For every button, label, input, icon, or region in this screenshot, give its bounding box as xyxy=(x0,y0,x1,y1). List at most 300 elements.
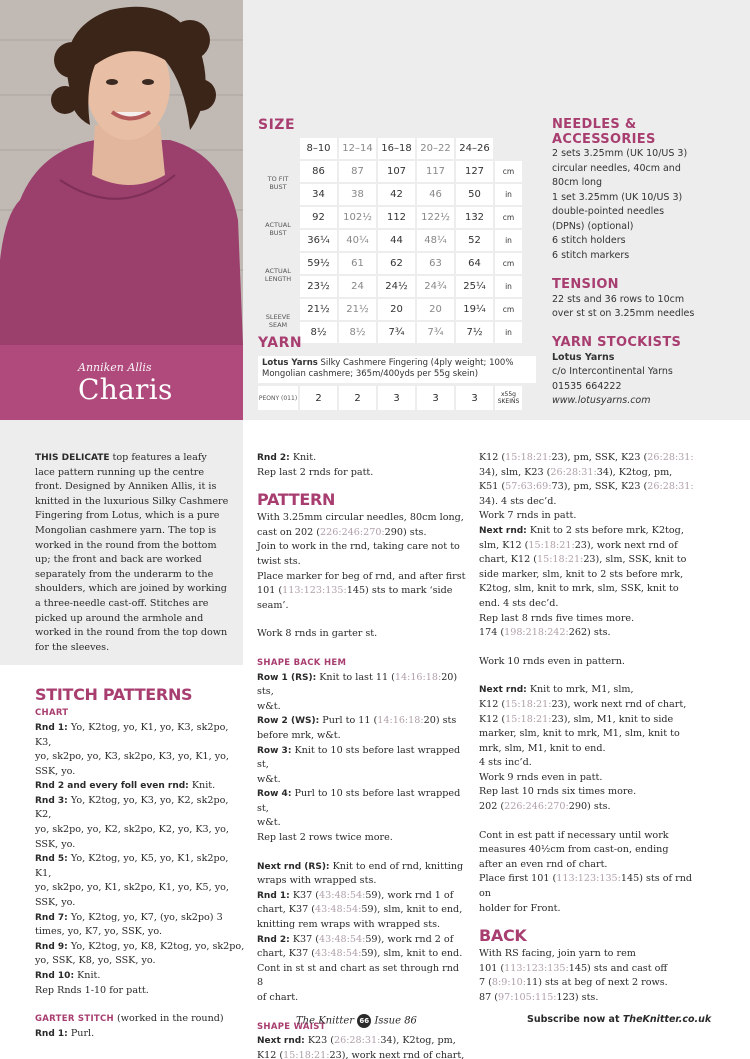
cell: 24¾ xyxy=(417,276,454,297)
stockists-heading: YARN STOCKISTS xyxy=(552,335,682,350)
text-line: 43:48:54: xyxy=(314,904,362,916)
back-text xyxy=(479,947,704,1005)
text-line: separately from the underarm to the xyxy=(35,568,214,580)
rnd-9 xyxy=(35,940,245,969)
text-line: top features a leafy xyxy=(109,452,207,463)
hem-row-4 xyxy=(257,787,467,831)
text-line: 113:123:135: xyxy=(282,585,347,597)
text-line: Work 9 rnds even in patt. xyxy=(479,771,603,783)
text-line: Knit to end of rnd, knitting xyxy=(329,860,464,872)
text-line: 34), K2tog, pm, xyxy=(380,1035,456,1047)
stockist-name: Lotus Yarns xyxy=(552,351,615,363)
text-line: Join to work in the rnd, taking care not to xyxy=(257,541,460,553)
text-line: (worked in the round) xyxy=(113,1013,224,1025)
text-line: 290) sts. xyxy=(384,526,427,538)
next-rnd-rs xyxy=(257,860,467,889)
text-line: 73), pm, SSK, K23 ( xyxy=(551,481,648,493)
text-line: 34), K2tog, pm, xyxy=(596,466,673,478)
text-line: yo, sk2po, yo, K3, sk2po, K3, yo, K1, yo, xyxy=(35,751,229,763)
text-line: after an even rnd of chart. xyxy=(479,858,608,870)
text-line: 20) sts xyxy=(423,715,457,727)
text-line: Purl to 10 sts before last wrapped st, xyxy=(257,788,461,814)
text-line: Knit. xyxy=(188,780,216,792)
cell: 20 xyxy=(417,299,454,320)
cell: 87 xyxy=(339,161,376,182)
label: Rnd 5: xyxy=(35,854,68,865)
label: Rnd 2: xyxy=(257,934,290,945)
size-row xyxy=(258,207,522,228)
text-line: Knit. xyxy=(74,970,101,981)
text-line: Fingering from Lotus, which is a pure xyxy=(35,510,220,522)
tension-heading: TENSION xyxy=(552,277,619,292)
hem-row-2 xyxy=(257,714,467,743)
needles-heading: NEEDLES & ACCESSORIES xyxy=(552,117,656,147)
label: Rnd 1: xyxy=(35,1028,68,1039)
text-line: w&t. xyxy=(257,700,281,712)
label: Row 3: xyxy=(257,745,292,756)
text-line: cast on 202 ( xyxy=(257,526,321,538)
text-line: Place first 101 ( xyxy=(479,873,557,885)
text-line: (DPNs) (optional) xyxy=(552,220,634,232)
text-line: 1 set 3.25mm (UK 10/US 3) xyxy=(552,191,683,203)
text-line: 23), work next rnd of chart, xyxy=(551,698,687,710)
cell: 112 xyxy=(378,207,415,228)
cell: 44 xyxy=(378,230,415,251)
label: Rnd 3: xyxy=(35,795,68,806)
text-line: 4 sts inc’d. xyxy=(479,757,532,769)
text-line: 262) sts. xyxy=(568,627,611,639)
cell: 132 xyxy=(456,207,493,228)
unit: in xyxy=(495,230,522,251)
text-line: Yo, K2tog, yo, K3, yo, K2, sk2po, K2, xyxy=(35,794,229,821)
text-line: K23 ( xyxy=(304,1035,334,1047)
subscribe-link[interactable]: TheKnitter.co.uk xyxy=(622,1014,712,1025)
text-line: 202 ( xyxy=(479,801,505,813)
rnd-1 xyxy=(35,721,245,779)
footer-subscribe xyxy=(527,1014,711,1025)
size-label: 16–18 xyxy=(378,138,415,159)
text-line: 26:28:31: xyxy=(647,481,694,493)
text-line: 34). 4 sts dec’d. xyxy=(479,495,557,507)
cell: 48¼ xyxy=(417,230,454,251)
text-line: 145) sts of rnd on xyxy=(479,873,693,900)
text-line: Yo, K2tog, yo, K1, yo, K3, sk2po, K3, xyxy=(35,721,229,748)
cell: 122½ xyxy=(417,207,454,228)
text-line: K2tog, slm, knit to mrk, slm, SSK, knit to xyxy=(479,583,679,595)
text-line: Yo, K2tog, yo, K8, K2tog, yo, sk2po, xyxy=(67,940,245,952)
text-line: for the sleeves. xyxy=(35,641,110,653)
text-line: 59), slm, knit to end, xyxy=(361,904,463,916)
text-line: K37 ( xyxy=(289,889,319,901)
text-line: worked in the round from the top down xyxy=(35,627,228,639)
cell: 3 xyxy=(378,386,415,410)
text-line: With 3.25mm circular needles, 80cm long, xyxy=(257,512,464,524)
text-line: 97:105:115: xyxy=(498,992,557,1003)
text-line: With RS facing, join yarn to rem xyxy=(479,948,636,960)
text-line: 290) sts. xyxy=(568,801,611,813)
text-line: 87 ( xyxy=(479,992,499,1003)
cell: 7¾ xyxy=(417,322,454,343)
label: Next rnd: xyxy=(479,525,527,536)
text-line: SSK, yo. xyxy=(35,765,76,777)
text-line: 8:9:10: xyxy=(491,977,527,989)
cell: 25¼ xyxy=(456,276,493,297)
text-line: 14:16:18: xyxy=(394,671,442,683)
text-line: Purl. xyxy=(67,1027,95,1039)
label: Row 1 (RS): xyxy=(257,672,317,683)
cell: 107 xyxy=(378,161,415,182)
text-line: Work 8 rnds in garter st. xyxy=(257,628,378,640)
garter-heading: GARTER STITCH xyxy=(35,1014,114,1025)
text-line: 174 ( xyxy=(479,627,505,639)
text-line: Knit to 2 sts before mrk, K2tog, xyxy=(526,524,684,536)
text-line: end. 4 sts dec’d. xyxy=(479,597,559,609)
text-line: 226:246:270: xyxy=(504,801,569,813)
rnd-5 xyxy=(35,852,245,910)
label: Rnd 9: xyxy=(35,941,68,952)
text-line: knitted in the luxurious Silky Cashmere xyxy=(35,495,229,507)
text-line: 15:18:21: xyxy=(536,554,584,566)
cell: 24 xyxy=(339,276,376,297)
yarn-heading: YARN xyxy=(258,335,303,351)
text-line: 15:18:21: xyxy=(505,698,552,710)
text-line: lace pattern running up the centre xyxy=(35,466,204,478)
text-line: K51 ( xyxy=(479,481,506,493)
text-line: 113:123:135: xyxy=(556,873,621,885)
text-line: Work 7 rnds in patt. xyxy=(479,510,577,522)
cell: 23½ xyxy=(300,276,337,297)
cell: 3 xyxy=(417,386,454,410)
text-line: w&t. xyxy=(257,773,281,785)
dec-next-rnd xyxy=(479,524,704,641)
text-line: 14:16:18: xyxy=(377,715,424,727)
cell: 52 xyxy=(456,230,493,251)
column-3 xyxy=(479,451,704,1006)
row-label: ACTUAL LENGTH xyxy=(264,267,292,283)
cell: 59½ xyxy=(300,253,337,274)
text-line: knitting rem wraps with wrapped sts. xyxy=(257,919,441,931)
garter-line xyxy=(35,1012,245,1027)
cell: 3 xyxy=(456,386,493,410)
cell: 2 xyxy=(300,386,337,410)
text-line: 15:18:21: xyxy=(283,1049,330,1059)
text-line: 145) sts and cast off xyxy=(568,962,668,974)
unit: cm xyxy=(495,161,522,182)
text-line: Knit to mrk, M1, slm, xyxy=(526,684,634,696)
text-line: Rep last 8 rnds five times more. xyxy=(479,612,635,624)
waist-next-rnd xyxy=(257,1034,467,1059)
text-line: SSK, yo. xyxy=(35,838,76,850)
text-line: 7 ( xyxy=(479,977,492,989)
text-line: slm, K12 ( xyxy=(479,539,529,551)
designer-name: Anniken Allis xyxy=(78,361,152,374)
stitch-patterns-heading: STITCH PATTERNS xyxy=(35,685,193,705)
shape-back-hem-heading: SHAPE BACK HEM xyxy=(257,657,347,668)
garter-rnd-1 xyxy=(35,1027,245,1042)
cell: 86 xyxy=(300,161,337,182)
label: Next rnd (RS): xyxy=(257,861,330,872)
cell: 42 xyxy=(378,184,415,205)
size-label: 24–26 xyxy=(456,138,493,159)
cell: 117 xyxy=(417,161,454,182)
text-line: 2 sets 3.25mm (UK 10/US 3) xyxy=(552,148,688,159)
text-line: 22 sts and 36 rows to 10cm xyxy=(552,293,685,305)
label: Rnd 2: xyxy=(257,453,290,463)
rnd-2 xyxy=(257,451,467,466)
text-line: K12 ( xyxy=(479,452,506,463)
text-line: mrk, slm, M1, knit to end. xyxy=(479,742,606,754)
stockists-section xyxy=(552,336,742,409)
text-line: 23), work next rnd of chart, xyxy=(329,1049,465,1059)
text-line: marker, slm, knit to mrk, M1, slm, knit to xyxy=(479,728,680,740)
text-line: 80cm long xyxy=(552,177,603,188)
body-rnd-2 xyxy=(257,933,467,1006)
size-header-row xyxy=(258,138,522,159)
text-line: 59), slm, knit to end. xyxy=(361,948,463,960)
cell: 127 xyxy=(456,161,493,182)
rnd-7 xyxy=(35,911,245,940)
text-line: 15:18:21: xyxy=(505,452,552,463)
yarn-brand: Lotus Yarns xyxy=(262,358,318,368)
footer-issue xyxy=(296,1014,417,1028)
cell: 46 xyxy=(417,184,454,205)
unit: cm xyxy=(495,299,522,320)
size-label: 8–10 xyxy=(300,138,337,159)
label: Rnd 2 and every foll even rnd: xyxy=(35,781,189,792)
cell: 36¼ xyxy=(300,230,337,251)
text-line: K12 ( xyxy=(479,713,506,725)
text-line: 226:246:270: xyxy=(320,526,385,538)
text-line: 43:48:54: xyxy=(314,948,362,960)
text-line: K12 ( xyxy=(257,1049,284,1059)
cell: 50 xyxy=(456,184,493,205)
size-row xyxy=(258,299,522,320)
text-line: twist sts. xyxy=(257,555,301,567)
text-line: 145) sts to mark ‘side seam’. xyxy=(257,585,453,611)
text-line: worked in the round from the bottom xyxy=(35,539,217,551)
text-line: a three-needle cast-off. Stitches are xyxy=(35,597,209,609)
cell: 20 xyxy=(378,299,415,320)
shade-label: PEONY (011) xyxy=(258,386,298,410)
size-row xyxy=(258,161,522,182)
text-line: chart, K37 ( xyxy=(257,904,315,916)
size-table xyxy=(256,136,524,345)
stockist-website[interactable]: www.lotusyarns.com xyxy=(552,395,651,406)
text-line: shoulders, which are joined by working xyxy=(35,583,227,595)
text-line: 57:63:69: xyxy=(505,481,552,493)
title-banner xyxy=(0,345,243,420)
size-label: 12–14 xyxy=(339,138,376,159)
text-line: 59), work rnd 2 of xyxy=(365,933,454,945)
text-line: 23), pm, SSK, K23 ( xyxy=(551,452,648,463)
rep-text: Rep last 2 rnds for patt. xyxy=(257,466,374,478)
text-line: 23), slm, M1, knit to side xyxy=(551,713,674,725)
text-line: measures 40½cm from cast-on, ending xyxy=(479,844,669,856)
text-line: 6 stitch markers xyxy=(552,249,630,261)
unit: cm xyxy=(495,253,522,274)
unit: cm xyxy=(495,207,522,228)
size-heading: SIZE xyxy=(258,117,296,133)
cell: 38 xyxy=(339,184,376,205)
label: Row 4: xyxy=(257,789,292,800)
intro-lead: THIS DELICATE xyxy=(35,453,110,463)
text-line: yo, SSK, K8, yo, SSK, yo. xyxy=(35,955,156,967)
text-line: Knit. xyxy=(289,452,317,463)
label: Next rnd: xyxy=(257,1036,305,1047)
text-line: Work 10 rnds even in pattern. xyxy=(479,655,625,667)
rnd-3 xyxy=(35,794,245,852)
label: Rnd 1: xyxy=(35,722,68,733)
unit: in xyxy=(495,276,522,297)
cell: 8½ xyxy=(300,322,337,343)
cell: 7½ xyxy=(456,322,493,343)
text-line: 01535 664222 xyxy=(552,380,622,392)
text-line: 26:28:31: xyxy=(647,452,694,463)
text-line: chart, K12 ( xyxy=(479,554,537,566)
text-line: 59), work rnd 1 of xyxy=(365,889,454,901)
text-line: K37 ( xyxy=(289,933,319,945)
shape-waist-heading: SHAPE WAIST xyxy=(257,1021,326,1032)
text-line: 113:123:135: xyxy=(504,962,569,974)
text-line: Place marker for beg of rnd, and after first xyxy=(257,570,466,582)
text-line: Knit to last 11 ( xyxy=(316,671,395,683)
text-line: 23), slm, SSK, knit to xyxy=(583,554,687,566)
text-line: up; the front and back are worked xyxy=(35,554,202,566)
cell: 21½ xyxy=(300,299,337,320)
cell: 40¼ xyxy=(339,230,376,251)
column-1 xyxy=(35,451,245,1041)
cell: 61 xyxy=(339,253,376,274)
text-line: wraps with wrapped sts. xyxy=(257,875,377,887)
label: Rnd 7: xyxy=(35,912,68,923)
body-rnd-1 xyxy=(257,889,467,933)
text-line: holder for Front. xyxy=(479,902,561,914)
text-line: yo, sk2po, yo, K2, sk2po, K2, yo, K3, yo, xyxy=(35,824,229,836)
rep-text: Rep Rnds 1-10 for patt. xyxy=(35,984,149,996)
cell: 34 xyxy=(300,184,337,205)
column-2 xyxy=(257,451,467,1059)
yarn-desc: Silky Cashmere Fingering (4ply weight; 100% Mongolian cashmere; 365m/400yds per 55g skein) xyxy=(262,358,514,379)
unit: x55g SKEINS xyxy=(495,386,522,410)
text-line: Cont in st st and chart as set through rnd 8 xyxy=(257,962,460,989)
text-line: 11) sts at beg of next 2 rows. xyxy=(526,977,668,989)
text-line: 198:218:242: xyxy=(504,627,569,639)
waist-continued xyxy=(479,451,704,524)
yarn-description xyxy=(258,356,536,383)
hem-row-1 xyxy=(257,671,467,715)
text-line: Mongolian cashmere yarn. The top is xyxy=(35,524,217,536)
label: Next rnd: xyxy=(479,685,527,696)
text-line: 43:48:54: xyxy=(319,933,366,945)
text-line: 15:18:21: xyxy=(528,539,575,551)
text-line: 15:18:21: xyxy=(505,713,552,725)
hero-photo xyxy=(0,0,243,420)
row-label: ACTUAL BUST xyxy=(265,221,291,237)
text-line: side marker, slm, knit to 2 sts before mrk, xyxy=(479,568,684,580)
text-line: SSK, yo. xyxy=(35,897,76,909)
text-line: 23), work next rnd of xyxy=(574,539,678,551)
text-line: 101 ( xyxy=(257,585,283,597)
cell: 7¾ xyxy=(378,322,415,343)
text-line: double-pointed needles xyxy=(552,206,665,217)
text-line: front. Designed by Anniken Allis, it is xyxy=(35,481,217,493)
issue-number: Issue 86 xyxy=(374,1015,417,1027)
text-line: w&t. xyxy=(257,817,281,829)
yarn-quantity-table xyxy=(256,384,524,412)
rnd-10 xyxy=(35,969,245,984)
cell: 102½ xyxy=(339,207,376,228)
cell: 24½ xyxy=(378,276,415,297)
text-line: 20) sts, xyxy=(257,671,458,698)
cell: 92 xyxy=(300,207,337,228)
text-line: Rep last 10 rnds six times more. xyxy=(479,786,637,798)
text-line: c/o Intercontinental Yarns xyxy=(552,366,673,377)
cell: 19¼ xyxy=(456,299,493,320)
text-line: before mrk, w&t. xyxy=(257,729,341,741)
cell: 2 xyxy=(339,386,376,410)
hem-row-3 xyxy=(257,744,467,788)
text-line: 123) sts. xyxy=(556,992,599,1003)
text-line: yo, sk2po, yo, K1, sk2po, K1, yo, K5, yo, xyxy=(35,882,229,894)
unit: in xyxy=(495,322,522,343)
pattern-intro xyxy=(257,511,467,613)
cont-text xyxy=(479,829,704,917)
text-line: times, yo, K7, yo, SSK, yo. xyxy=(35,926,162,938)
text-line: 101 ( xyxy=(479,962,505,974)
subscribe-text: Subscribe now at xyxy=(527,1014,623,1025)
tension-section xyxy=(552,278,747,322)
size-label: 20–22 xyxy=(417,138,454,159)
page-number: 66 xyxy=(357,1014,371,1028)
row-label: TO FIT BUST xyxy=(267,175,289,191)
intro-text xyxy=(35,451,245,655)
text-line: picked up around the armhole and xyxy=(35,612,204,624)
text-line: Cont in est patt if necessary until work xyxy=(479,829,669,841)
cell: 64 xyxy=(456,253,493,274)
cell: 8½ xyxy=(339,322,376,343)
text-line: Rep last 2 rows twice more. xyxy=(257,832,393,844)
chart-heading: CHART xyxy=(35,708,69,719)
row-label: SLEEVE SEAM xyxy=(265,313,291,329)
cell: 63 xyxy=(417,253,454,274)
text-line: over st st on 3.25mm needles xyxy=(552,308,695,319)
label: Row 2 (WS): xyxy=(257,716,320,727)
pattern-title: Charis xyxy=(78,373,173,406)
label: Rnd 10: xyxy=(35,971,75,981)
text-line: circular needles, 40cm and xyxy=(552,162,681,174)
text-line: Yo, K2tog, yo, K7, (yo, sk2po) 3 xyxy=(67,911,223,923)
cell: 62 xyxy=(378,253,415,274)
text-line: 26:28:31: xyxy=(333,1035,381,1047)
text-line: of chart. xyxy=(257,992,299,1003)
text-line: K12 ( xyxy=(479,698,506,710)
needles-section xyxy=(552,118,742,263)
text-line: Purl to 11 ( xyxy=(319,715,378,727)
unit: in xyxy=(495,184,522,205)
rnd-2 xyxy=(35,779,245,794)
text-line: Yo, K2tog, yo, K5, yo, K1, sk2po, K1, xyxy=(35,853,229,879)
text-line: 26:28:31: xyxy=(550,466,597,478)
text-line: 34), slm, K23 ( xyxy=(479,466,551,478)
magazine-name: The Knitter xyxy=(296,1015,355,1027)
text-line: 6 stitch holders xyxy=(552,235,626,246)
text-line: 43:48:54: xyxy=(319,889,366,901)
text-line: chart, K37 ( xyxy=(257,948,315,960)
inc-next-rnd xyxy=(479,683,704,814)
size-row xyxy=(258,253,522,274)
label: Rnd 1: xyxy=(257,890,290,901)
pattern-heading: PATTERN xyxy=(257,490,336,510)
